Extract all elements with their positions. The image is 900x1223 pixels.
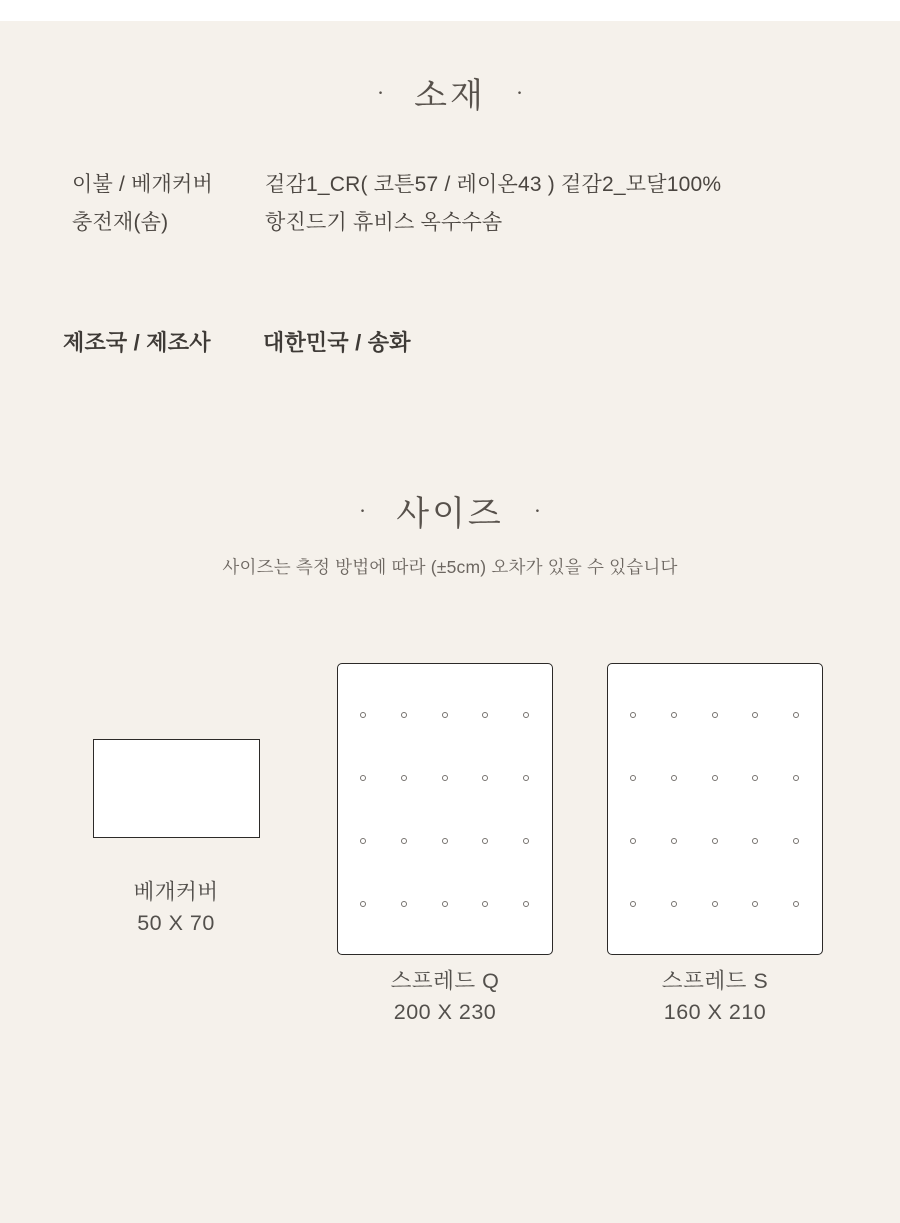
quilt-dot [401,775,407,781]
quilt-dot [752,775,758,781]
spec-label-cover: 이불 / 베개커버 [72,173,214,196]
spec-value-filling: 항진드기 휴비스 옥수수솜 [265,211,503,234]
pillow-cover-label [76,877,276,939]
manufacturer-label: 제조국 / 제조사 [63,330,211,355]
quilt-dot [712,838,718,844]
quilt-dot [671,901,677,907]
pillow-cover-dimensions: 50 X 70 [137,911,215,935]
quilt-dot [630,775,636,781]
quilt-dot [482,838,488,844]
top-divider-strip [0,0,900,21]
quilt-dot [482,775,488,781]
size-section-heading [0,486,900,535]
quilt-dot [793,901,799,907]
quilt-dot [523,838,529,844]
quilt-dot [630,838,636,844]
quilt-dot [442,838,448,844]
spec-row-filling [72,204,862,242]
quilt-dot [712,712,718,718]
quilt-dot [482,901,488,907]
heading-bullet-left: · [376,79,385,105]
spread-s-diagram [607,663,823,955]
quilt-dot [442,775,448,781]
quilt-dot [671,775,677,781]
quilt-dot [360,712,366,718]
quilt-dot [630,712,636,718]
heading-bullet-right: · [533,497,542,523]
spread-q-label [337,966,553,1028]
spread-s-name: 스프레드 S [661,969,769,993]
quilt-dot [523,775,529,781]
pillow-cover-diagram [93,739,260,838]
spec-row-cover [72,166,862,204]
spread-q-name: 스프레드 Q [390,969,500,993]
material-spec-table [72,166,862,242]
manufacturer-value: 대한민국 / 송화 [263,330,411,355]
quilt-dot [401,712,407,718]
quilt-dot [523,901,529,907]
spread-q-dimensions: 200 X 230 [393,1000,497,1024]
spec-value-cover: 겉감1_CR( 코튼57 / 레이온43 ) 겉감2_모달100% [265,173,722,196]
spread-s-dimensions: 160 X 210 [663,1000,767,1024]
quilt-dot [712,775,718,781]
size-section-title: 사이즈 [396,496,504,533]
spec-label-filling: 충전재(솜) [72,211,169,234]
quilt-dot [752,838,758,844]
quilt-dot [360,901,366,907]
quilt-dot [793,712,799,718]
heading-bullet-right: · [515,79,524,105]
material-section-heading [0,68,900,117]
quilt-dot [442,712,448,718]
spread-s-label [607,966,823,1028]
quilt-dot [752,712,758,718]
quilt-dot [793,775,799,781]
quilt-dot [712,901,718,907]
quilt-dot [671,838,677,844]
quilt-dot [360,838,366,844]
quilt-dot [360,775,366,781]
quilt-dot [482,712,488,718]
size-tolerance-note: 사이즈는 측정 방법에 따라 (±5cm) 오차가 있을 수 있습니다 [222,557,678,577]
quilt-dot [630,901,636,907]
quilt-dot [793,838,799,844]
quilt-dot [523,712,529,718]
quilt-dot [401,838,407,844]
material-section-title: 소재 [414,78,486,115]
manufacturer-row [63,327,863,359]
quilt-dot [671,712,677,718]
quilt-dot [401,901,407,907]
heading-bullet-left: · [358,497,367,523]
quilt-dot [442,901,448,907]
quilt-dot [752,901,758,907]
spread-q-diagram [337,663,553,955]
pillow-cover-name: 베개커버 [133,880,219,904]
